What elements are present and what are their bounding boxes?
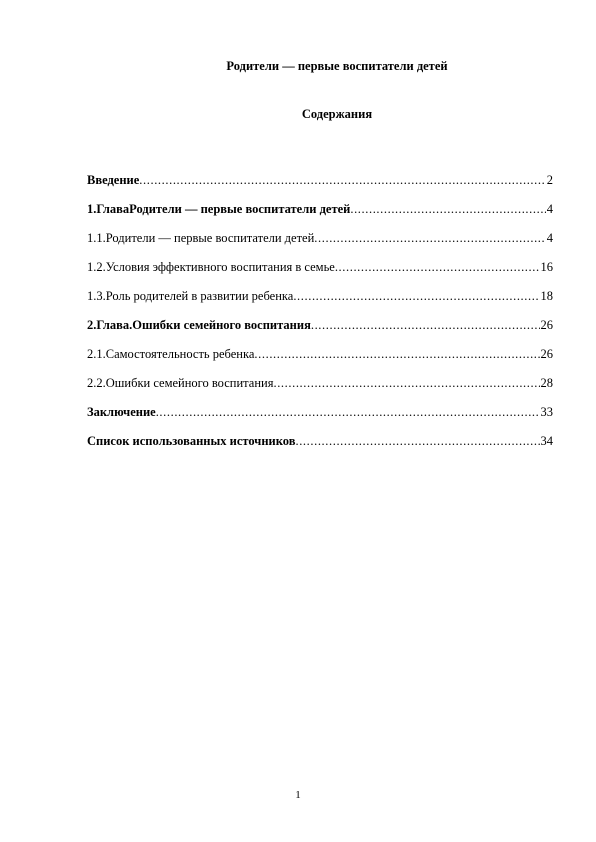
toc-entry-section-2-1 xyxy=(87,346,553,375)
toc-dot-leader xyxy=(295,433,539,449)
toc-entry-page: 26 xyxy=(540,318,553,332)
toc-entry-label: 2.2.Ошибки семейного воспитания xyxy=(87,376,274,390)
toc-entry-label: 1.2.Условия эффективного воспитания в семье xyxy=(87,260,335,274)
toc-entry-page: 28 xyxy=(540,376,553,390)
toc-entry-section-1-3 xyxy=(87,288,553,317)
toc-entry-label: 1.3.Роль родителей в развитии ребенка xyxy=(87,289,294,303)
toc-dot-leader xyxy=(293,288,539,304)
toc-entry-page: 18 xyxy=(540,289,553,303)
page-number: 1 xyxy=(295,789,301,801)
toc-dot-leader xyxy=(350,201,545,217)
toc-entry-page: 26 xyxy=(540,347,553,361)
toc-entry-conclusion xyxy=(87,404,553,433)
toc-entry-section-1-1 xyxy=(87,230,553,259)
toc-entry-page: 34 xyxy=(540,434,553,448)
table-of-contents xyxy=(87,172,553,462)
toc-entry-label: 1.ГлаваРодители — первые воспитатели детей xyxy=(87,202,351,216)
toc-entry-page: 4 xyxy=(546,231,553,245)
toc-entry-label: Введение xyxy=(87,173,140,187)
toc-dot-leader xyxy=(156,404,540,420)
document-title: Родители — первые воспитатели детей xyxy=(226,59,448,73)
toc-entry-page: 16 xyxy=(540,260,553,274)
toc-entry-label: Заключение xyxy=(87,405,156,419)
toc-entry-page: 4 xyxy=(546,202,553,216)
toc-entry-introduction xyxy=(87,172,553,201)
toc-dot-leader xyxy=(314,230,545,246)
toc-dot-leader xyxy=(139,172,545,188)
toc-entry-references xyxy=(87,433,553,462)
toc-dot-leader xyxy=(273,375,539,391)
toc-dot-leader xyxy=(335,259,540,275)
toc-entry-page: 2 xyxy=(546,173,553,187)
toc-entry-page: 33 xyxy=(540,405,553,419)
toc-heading: Содержания xyxy=(301,107,373,121)
toc-entry-label: Список использованных источников xyxy=(87,434,296,448)
toc-entry-label: 1.1.Родители — первые воспитатели детей xyxy=(87,231,315,245)
toc-entry-label: 2.1.Самостоятельность ребенка xyxy=(87,347,255,361)
toc-entry-chapter-1 xyxy=(87,201,553,230)
toc-entry-section-2-2 xyxy=(87,375,553,404)
toc-entry-section-1-2 xyxy=(87,259,553,288)
toc-entry-label: 2.Глава.Ошибки семейного воспитания xyxy=(87,318,311,332)
toc-dot-leader xyxy=(311,317,540,333)
toc-entry-chapter-2 xyxy=(87,317,553,346)
toc-dot-leader xyxy=(254,346,539,362)
